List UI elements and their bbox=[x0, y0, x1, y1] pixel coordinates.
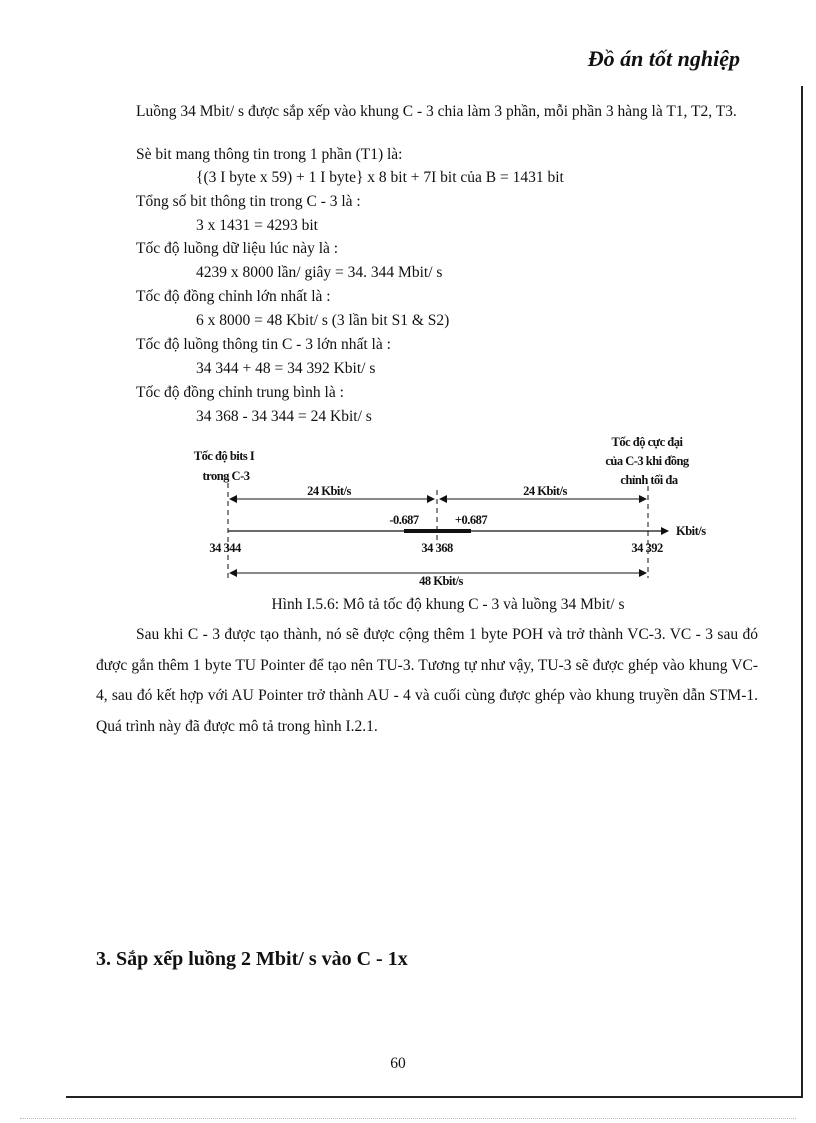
formula-line: 6 x 8000 = 48 Kbit/ s (3 lần bit S1 & S2) bbox=[196, 312, 450, 329]
span-right-label: 24 Kbit/s bbox=[523, 484, 567, 498]
formula-line: 4239 x 8000 lần/ giây = 34. 344 Mbit/ s bbox=[196, 264, 443, 281]
right-label-line2: của C-3 khi đồng bbox=[605, 454, 689, 468]
page-bottom-rule bbox=[20, 1118, 796, 1119]
text-line: Tốc độ đồng chỉnh trung bình là : bbox=[136, 384, 344, 401]
span-left-label: 24 Kbit/s bbox=[307, 484, 351, 498]
formula-line: 3 x 1431 = 4293 bit bbox=[196, 217, 318, 234]
figure-caption: Hình I.5.6: Mô tả tốc độ khung C - 3 và luồng 34 Mbit/ s bbox=[271, 596, 625, 613]
left-label-line1: Tốc độ bits I bbox=[193, 449, 255, 463]
tick-label-left: 34 344 bbox=[209, 541, 241, 555]
text-line: Sè bit mang thông tin trong 1 phần (T1) là: bbox=[136, 146, 403, 163]
axis-unit-label: Kbit/s bbox=[676, 524, 706, 538]
page-border bbox=[66, 86, 803, 1098]
paragraph-mapping: Sau khi C - 3 được tạo thành, nó sẽ được cộng thêm 1 byte POH và trở thành VC-3. VC - 3 sau đó được gắn thêm 1 byte TU Pointer để tạo nên TU-3. Tương tự như vậy, TU-3 sẽ được ghép vào khung VC-4, sau đó kết hợp với AU Pointer trở thành AU - 4 và cuối cùng được ghép vào khung truyền dẫn STM-1. Quá trình này đã được mô tả trong hình I.2.1. bbox=[96, 626, 758, 735]
tick-label-right: 34 392 bbox=[631, 541, 663, 555]
text-line: Tốc độ đồng chỉnh lớn nhất là : bbox=[136, 288, 331, 305]
right-label-line3: chỉnh tối đa bbox=[620, 473, 678, 487]
minus-offset-label: -0.687 bbox=[389, 513, 419, 527]
paragraph-intro: Luồng 34 Mbit/ s được sắp xếp vào khung C - 3 chia làm 3 phần, mỗi phần 3 hàng là T1, T2, T3. bbox=[136, 103, 737, 120]
formula-line: {(3 I byte x 59) + 1 I byte} x 8 bit + 7I bit của B = 1431 bit bbox=[196, 169, 564, 186]
section-heading: 3. Sắp xếp luồng 2 Mbit/ s vào C - 1x bbox=[96, 948, 408, 970]
text-line: Tốc độ luồng thông tin C - 3 lớn nhất là : bbox=[136, 336, 391, 353]
page-number: 60 bbox=[390, 1055, 406, 1072]
text-line: Tốc độ luồng dữ liệu lúc này là : bbox=[136, 240, 339, 257]
formula-line: 34 344 + 48 = 34 392 Kbit/ s bbox=[196, 360, 376, 377]
document-header-title: Đồ án tốt nghiệp bbox=[587, 46, 740, 71]
rate-diagram bbox=[0, 428, 816, 588]
tick-label-mid: 34 368 bbox=[421, 541, 453, 555]
plus-offset-label: +0.687 bbox=[454, 513, 488, 527]
span-total-label: 48 Kbit/s bbox=[419, 574, 463, 588]
right-label-line1: Tốc độ cực đại bbox=[611, 435, 683, 449]
text-line: Tổng số bit thông tin trong C - 3 là : bbox=[136, 193, 361, 210]
formula-line: 34 368 - 34 344 = 24 Kbit/ s bbox=[196, 408, 372, 425]
left-label-line2: trong C-3 bbox=[202, 469, 250, 483]
